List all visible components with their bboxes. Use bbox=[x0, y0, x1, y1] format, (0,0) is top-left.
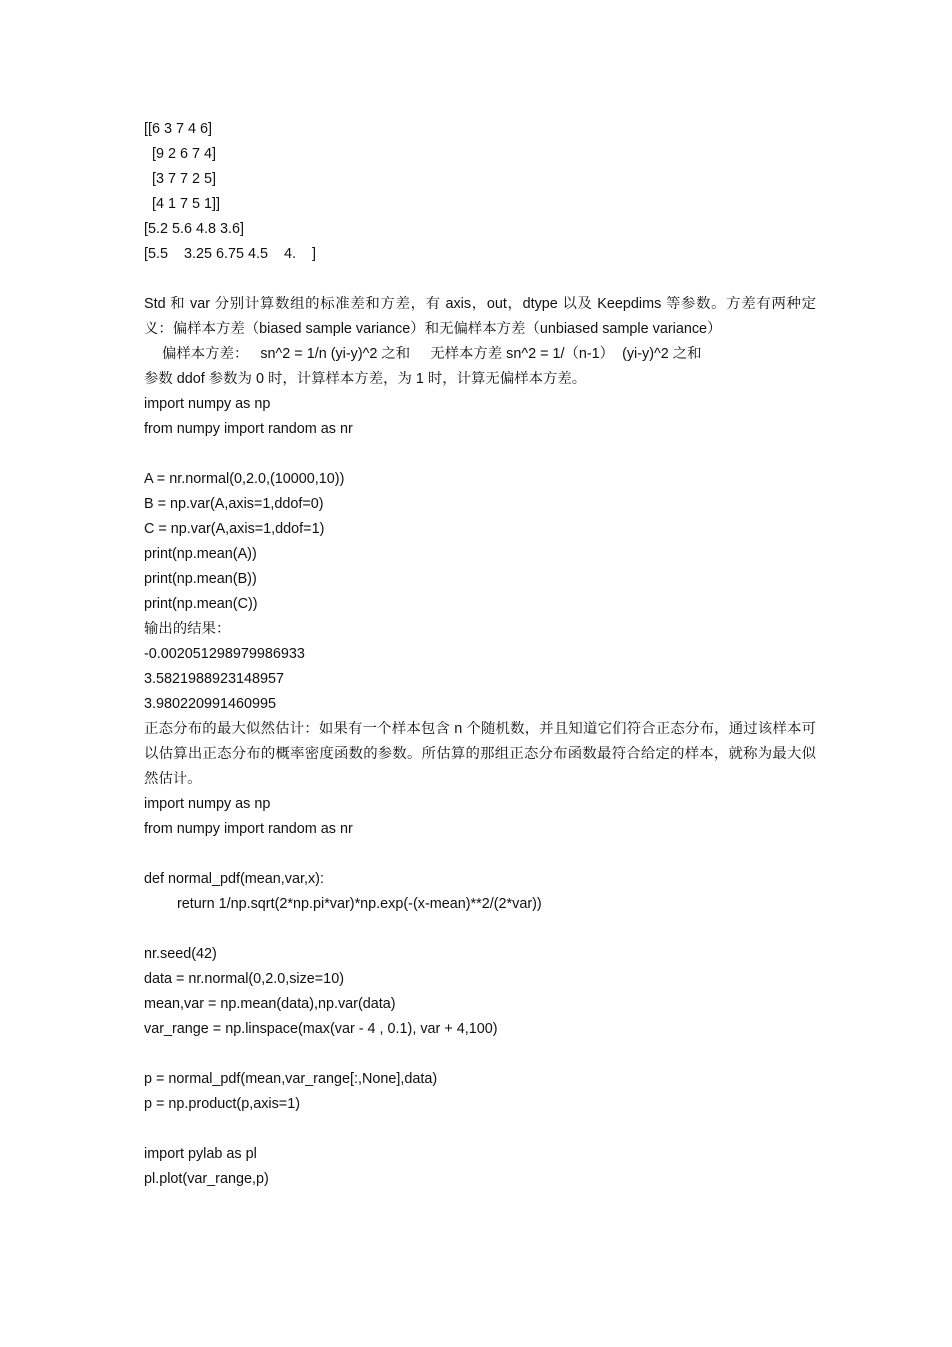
output-value: 3.5821988923148957 bbox=[144, 671, 285, 687]
code-line: from numpy import random as nr bbox=[144, 821, 353, 837]
document-body bbox=[144, 117, 816, 1192]
spacer bbox=[144, 1042, 816, 1067]
def-line: def normal_pdf(mean,var,x): bbox=[144, 871, 324, 887]
code-line: mean,var = np.mean(data),np.var(data) bbox=[144, 996, 396, 1012]
matrix-row-3: [3 7 7 2 5] bbox=[152, 171, 217, 187]
spacer bbox=[144, 917, 816, 942]
ddof-line: 参数 ddof 参数为 0 时，计算样本方差，为 1 时，计算无偏样本方差。 bbox=[144, 371, 587, 387]
row-mean-output: [5.2 5.6 4.8 3.6] bbox=[144, 221, 245, 237]
spacer bbox=[144, 1117, 816, 1142]
spacer bbox=[144, 842, 816, 867]
code-line: import numpy as np bbox=[144, 396, 271, 412]
code-line: data = nr.normal(0,2.0,size=10) bbox=[144, 971, 344, 987]
code-line: from numpy import random as nr bbox=[144, 421, 353, 437]
matrix-row-2: [9 2 6 7 4] bbox=[152, 146, 217, 162]
formula-line: 偏样本方差： sn^2 = 1/n (yi-y)^2 之和 无样本方差 sn^2 = 1/（n-1） (yi-y)^2 之和 bbox=[162, 346, 702, 362]
output-label: 输出的结果： bbox=[144, 621, 231, 637]
code-line: B = np.var(A,axis=1,ddof=0) bbox=[144, 496, 324, 512]
code-line: print(np.mean(C)) bbox=[144, 596, 258, 612]
code-line: var_range = np.linspace(max(var - 4 , 0.1), var + 4,100) bbox=[144, 1021, 498, 1037]
code-line: pl.plot(var_range,p) bbox=[144, 1171, 269, 1187]
code-line: print(np.mean(B)) bbox=[144, 571, 257, 587]
code-line: nr.seed(42) bbox=[144, 946, 217, 962]
std-var-paragraph: Std 和 var 分别计算数组的标准差和方差，有 axis，out，dtype 以及 Keepdims 等参数。方差有两种定义：偏样本方差（biased sample variance）和无偏样本方差（unbiased sample variance） bbox=[144, 296, 816, 337]
matrix-row-1: [[6 3 7 4 6] bbox=[144, 121, 213, 137]
col-mean-output: [5.5 3.25 6.75 4.5 4. ] bbox=[144, 246, 316, 262]
code-line: import numpy as np bbox=[144, 796, 271, 812]
matrix-row-4: [4 1 7 5 1]] bbox=[152, 196, 221, 212]
mle-paragraph: 正态分布的最大似然估计：如果有一个样本包含 n 个随机数，并且知道它们符合正态分布，通过该样本可以估算出正态分布的概率密度函数的参数。所估算的那组正态分布函数最符合给定的样本，就称为最大似然估计。 bbox=[144, 721, 816, 787]
output-value: -0.002051298979986933 bbox=[144, 646, 305, 662]
output-value: 3.980220991460995 bbox=[144, 696, 277, 712]
code-line: C = np.var(A,axis=1,ddof=1) bbox=[144, 521, 325, 537]
spacer bbox=[144, 442, 816, 467]
code-line: import pylab as pl bbox=[144, 1146, 257, 1162]
code-line: A = nr.normal(0,2.0,(10000,10)) bbox=[144, 471, 345, 487]
code-line: p = np.product(p,axis=1) bbox=[144, 1096, 300, 1112]
spacer bbox=[144, 267, 816, 292]
code-line: print(np.mean(A)) bbox=[144, 546, 257, 562]
code-line: p = normal_pdf(mean,var_range[:,None],data) bbox=[144, 1071, 438, 1087]
return-line: return 1/np.sqrt(2*np.pi*var)*np.exp(-(x-mean)**2/(2*var)) bbox=[177, 896, 542, 912]
